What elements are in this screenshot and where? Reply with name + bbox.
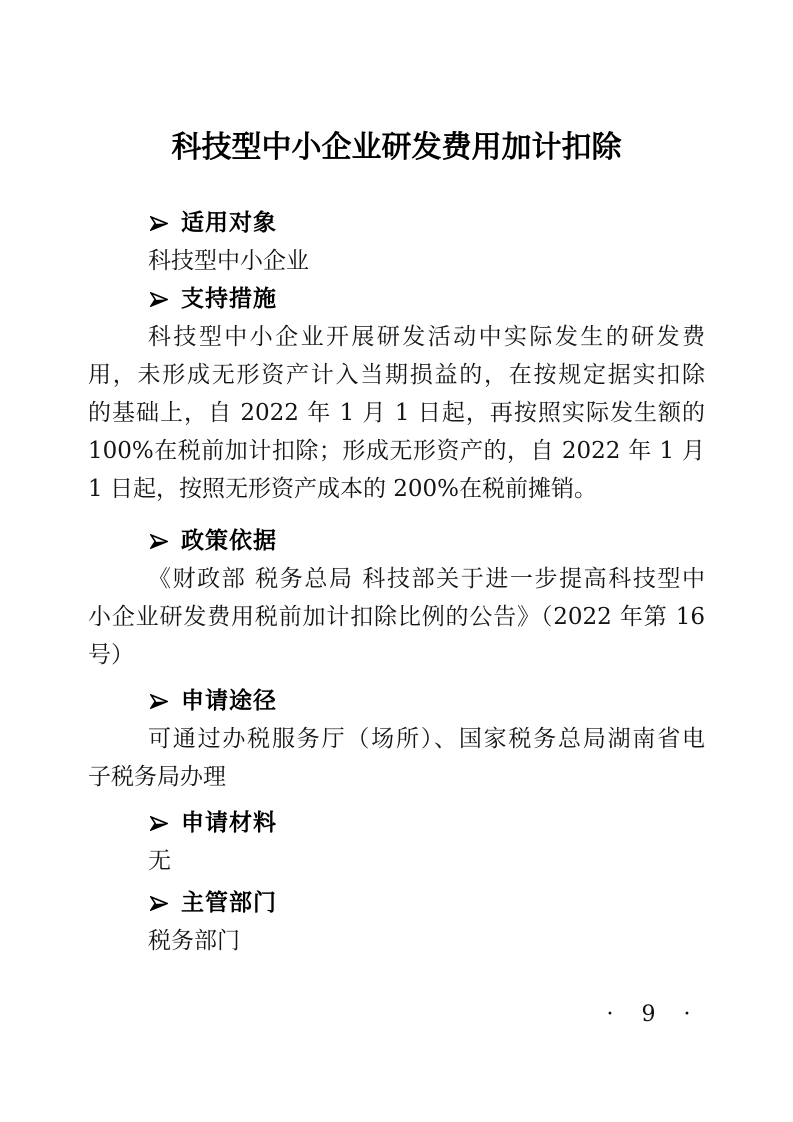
body-line: 科技型中小企业开展研发活动中实际发生的研发费 — [148, 324, 705, 350]
arrowhead-right-icon — [150, 694, 168, 709]
arrowhead-right-icon — [150, 816, 168, 831]
heading-application-materials — [88, 804, 705, 842]
body-line: 可通过办税服务厅（场所）、国家税务总局湖南省电 — [148, 726, 705, 752]
page-title: 科技型中小企业研发费用加计扣除 — [171, 130, 622, 165]
heading-label: 适用对象 — [181, 210, 277, 236]
body-line: 100%在税前加计扣除；形成无形资产的，自 2022 年 1 月 — [88, 438, 705, 464]
heading-label: 申请材料 — [181, 810, 277, 836]
body-line: 子税务局办理 — [88, 764, 226, 790]
heading-label: 支持措施 — [181, 286, 277, 312]
arrowhead-right-icon — [150, 896, 168, 911]
body-line: 号） — [88, 642, 134, 668]
body-line: 1 日起，按照无形资产成本的 200%在税前摊销。 — [88, 476, 598, 502]
heading-competent-department — [88, 884, 705, 922]
body-line: 小企业研发费用税前加计扣除比例的公告》（2022 年第 16 — [88, 604, 705, 630]
arrowhead-right-icon — [150, 216, 168, 231]
page-content — [88, 0, 705, 960]
heading-label: 申请途径 — [181, 688, 277, 714]
body-line: 科技型中小企业 — [148, 248, 309, 274]
arrowhead-right-icon — [150, 292, 168, 307]
heading-support-measures — [88, 280, 705, 318]
body-line: 《财政部 税务总局 科技部关于进一步提高科技型中 — [148, 566, 705, 592]
body-line: 用，未形成无形资产计入当期损益的，在按规定据实扣除 — [88, 362, 705, 388]
body-line: 的基础上，自 2022 年 1 月 1 日起，再按照实际发生额的 — [88, 400, 705, 426]
body-line: 无 — [148, 848, 171, 874]
heading-application-channel — [88, 682, 705, 720]
page-number: · 9 · — [606, 1002, 698, 1027]
body-line: 税务部门 — [148, 928, 240, 954]
heading-policy-basis — [88, 522, 705, 560]
heading-label: 主管部门 — [181, 890, 277, 916]
arrowhead-right-icon — [150, 534, 168, 549]
heading-applicable-objects — [88, 204, 705, 242]
heading-label: 政策依据 — [181, 528, 277, 554]
